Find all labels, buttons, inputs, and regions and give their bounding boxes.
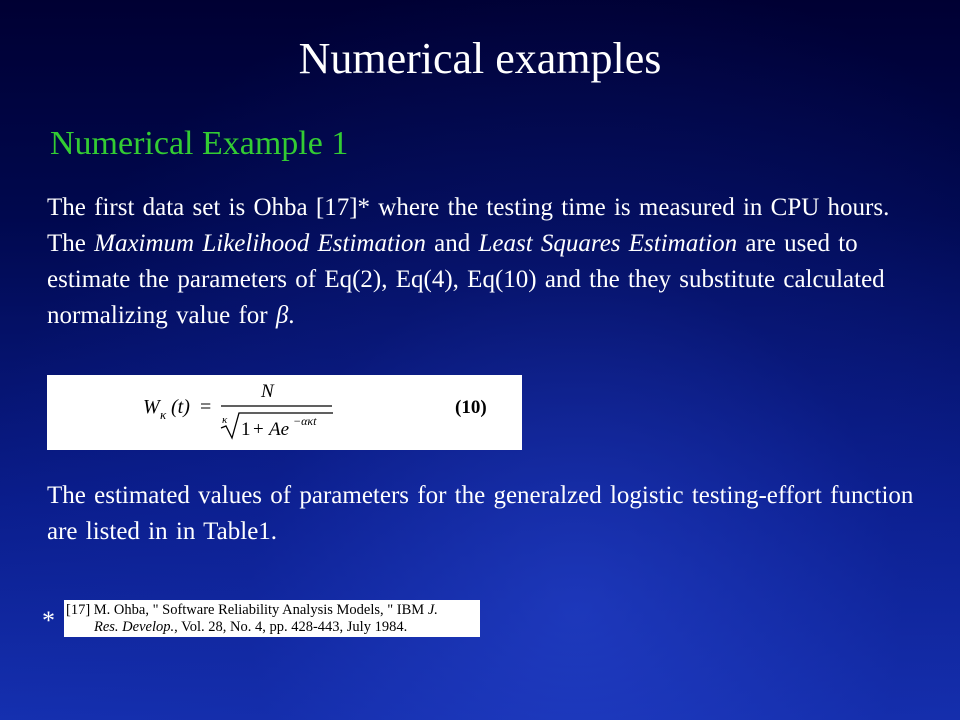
reference-journal-2: Res. Develop. bbox=[94, 619, 175, 635]
intro-paragraph bbox=[47, 190, 917, 334]
eq-lhs-w: W bbox=[143, 396, 160, 418]
slide-title: Numerical examples bbox=[298, 34, 662, 83]
eq-denominator-ae: Ae bbox=[269, 419, 290, 440]
eq-lhs-argument: (t) bbox=[171, 396, 190, 418]
section-heading: Numerical Example 1 bbox=[50, 125, 349, 162]
reference-text-2: , Vol. 28, No. 4, pp. 428-443, July 1984. bbox=[174, 619, 408, 635]
footnote-marker: * bbox=[42, 606, 55, 635]
eq-exponent: −ακt bbox=[293, 414, 317, 428]
beta-symbol: β bbox=[275, 302, 289, 329]
reference-text-1: [17] M. Ohba, " Software Reliability Analysis Models, " IBM bbox=[66, 602, 428, 618]
intro-text-3: are used to estimate the parameters of Eq(2), Eq(4), Eq(10) and the they substitute calculated normalizing value for bbox=[47, 230, 885, 329]
reference-line-2 bbox=[66, 619, 480, 636]
eq-equals: = bbox=[200, 396, 212, 418]
intro-text-2: and bbox=[425, 230, 479, 257]
equation-10 bbox=[47, 375, 522, 450]
reference-citation bbox=[64, 600, 480, 637]
intro-text-1: The first data set is Ohba [17]* where the testing time is measured in CPU hours. The bbox=[47, 194, 890, 257]
reference-line-1 bbox=[66, 602, 480, 619]
reference-journal-1: J. bbox=[427, 602, 438, 618]
eq-number: (10) bbox=[455, 397, 487, 418]
equation-10-image bbox=[47, 375, 522, 450]
eq-lhs-subscript: κ bbox=[160, 407, 167, 422]
intro-text-4: . bbox=[288, 302, 295, 329]
intro-term-lse: Least Squares Estimation bbox=[478, 230, 738, 257]
eq-root-index: κ bbox=[222, 414, 228, 426]
intro-term-mle: Maximum Likelihood Estimation bbox=[94, 230, 426, 257]
eq-plus: + bbox=[253, 419, 264, 440]
eq-numerator: N bbox=[261, 381, 274, 402]
results-paragraph: The estimated values of parameters for the generalzed logistic testing-effort function are listed in in Table1. bbox=[47, 482, 914, 545]
eq-denominator-one: 1 bbox=[241, 419, 251, 440]
